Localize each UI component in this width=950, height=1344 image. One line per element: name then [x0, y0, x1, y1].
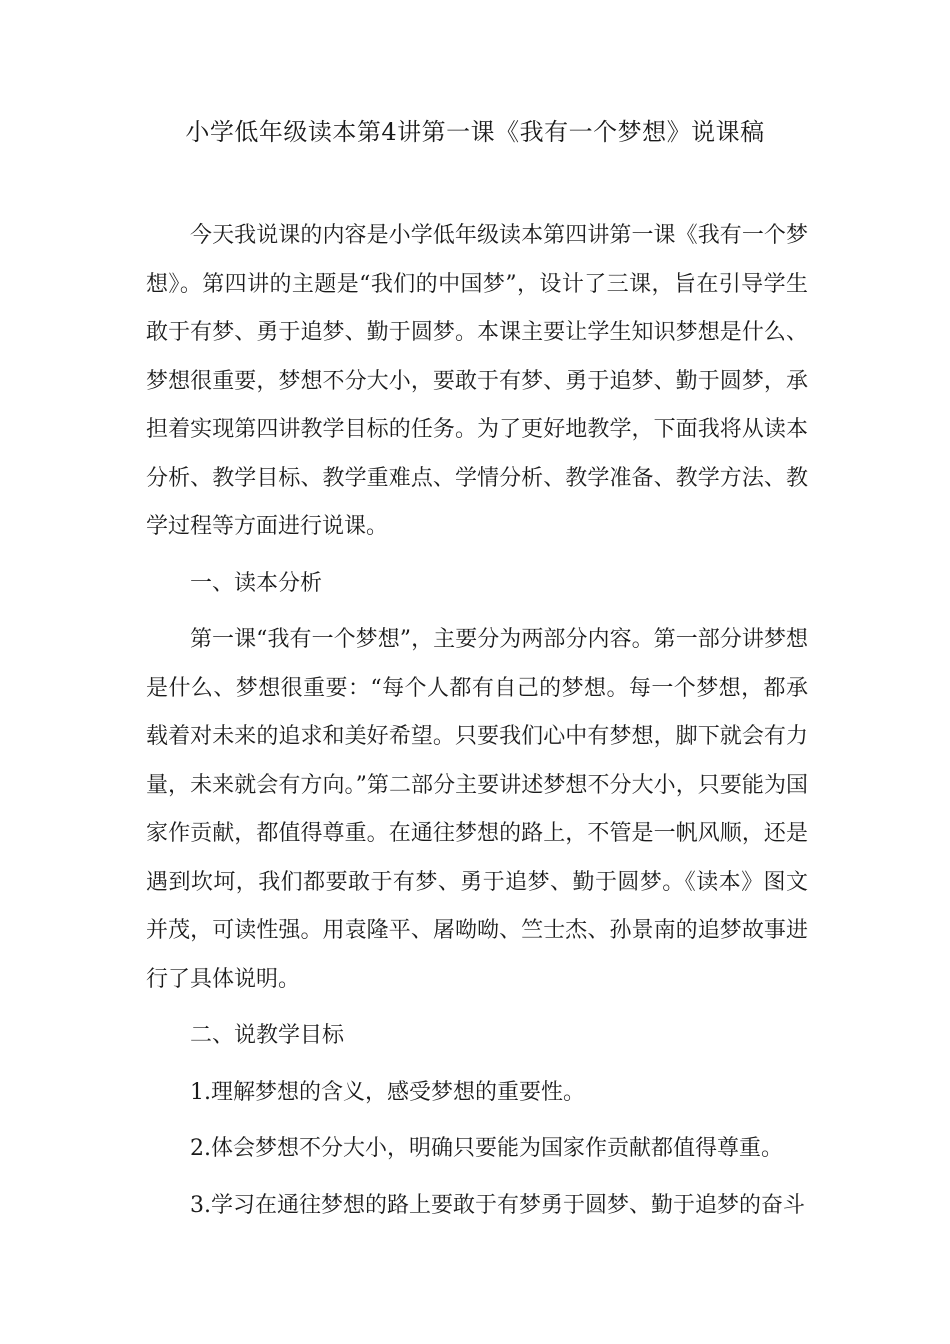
reading-analysis-paragraph: 第一课“我有一个梦想”，主要分为两部分内容。第一部分讲梦想是什么、梦想很重要：“每个人都有自己的梦想。每一个梦想，都承载着对未来的追求和美好希望。只要我们心中有梦想，脚下就会有力量，未来就会有方向。”第二部分主要讲述梦想不分大小，只要能为国家作贡献，都值得尊重。在通往梦想的路上，不管是一帆风顺，还是遇到坎坷，我们都要敢于有梦、勇于追梦、勤于圆梦。《读本》图文并茂，可读性强。用袁隆平、屠呦呦、竺士杰、孙景南的追梦故事进行了具体说明。	[146, 627, 808, 992]
section-heading-teaching-goals: 二、说教学目标	[190, 1023, 345, 1048]
goal-item-1: 1.理解梦想的含义，感受梦想的重要性。	[190, 1079, 585, 1105]
section-heading-reading-analysis: 一、读本分析	[190, 570, 323, 596]
intro-paragraph: 今天我说课的内容是小学低年级读本第四讲第一课《我有一个梦想》。第四讲的主题是“我们的中国梦”，设计了三课，旨在引导学生敢于有梦、勇于追梦、勤于圆梦。本课主要让学生知识梦想是什么、梦想很重要，梦想不分大小，要敢于有梦、勇于追梦、勤于圆梦，承担着实现第四讲教学目标的任务。为了更好地教学，下面我将从读本分析、教学目标、教学重难点、学情分析、教学准备、教学方法、教学过程等方面进行说课。	[146, 223, 808, 539]
goal-item-3: 3.学习在通往梦想的路上要敢于有梦勇于圆梦、勤于追梦的奋斗	[190, 1192, 805, 1218]
document-body	[146, 212, 808, 1238]
document-title: 小学低年级读本第4讲第一课《我有一个梦想》说课稿	[185, 118, 765, 146]
goal-item-2: 2.体会梦想不分大小，明确只要能为国家作贡献都值得尊重。	[190, 1136, 783, 1161]
